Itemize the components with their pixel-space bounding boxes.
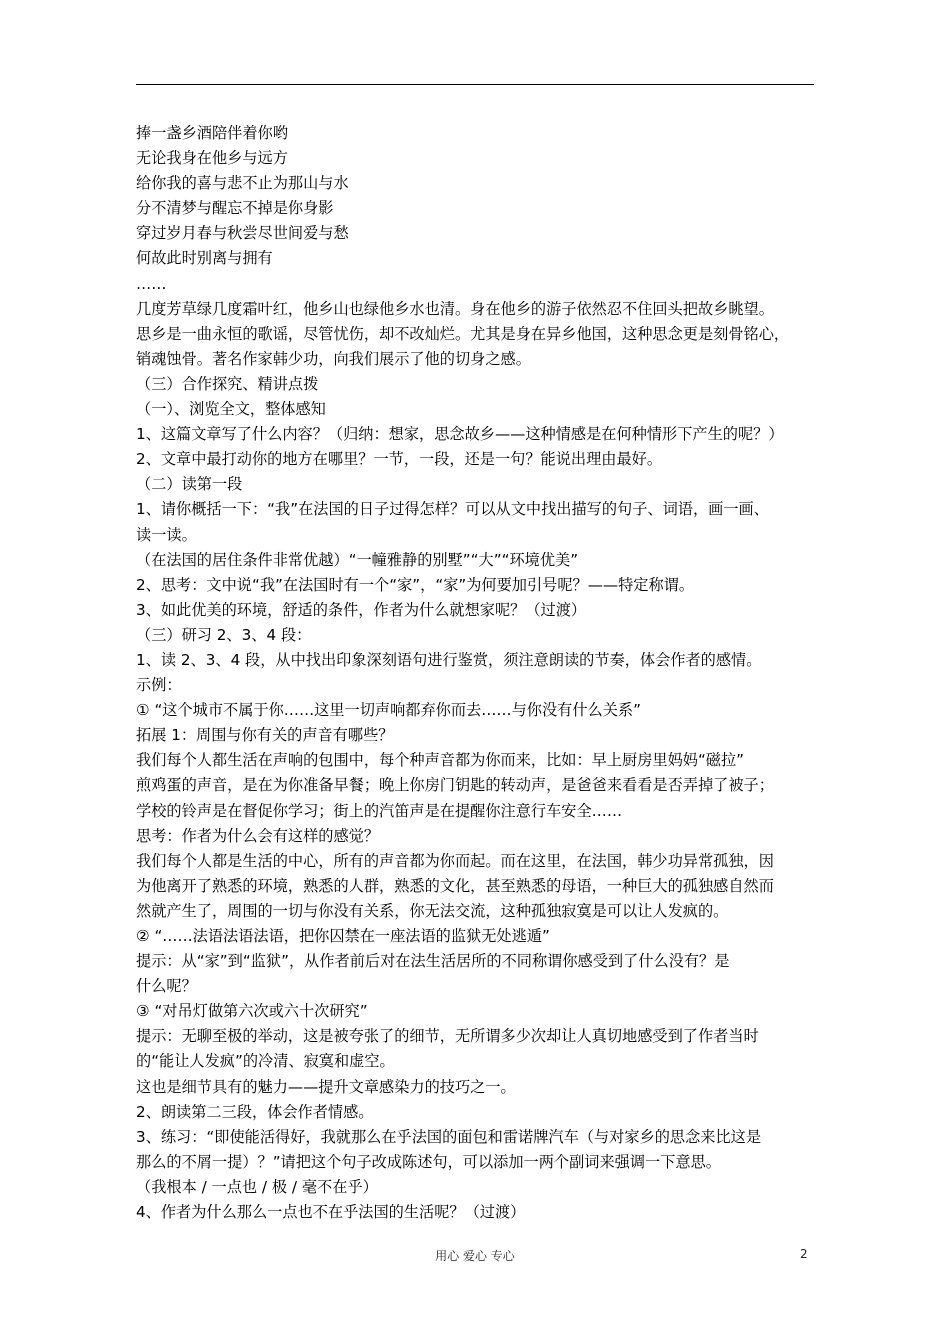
text-line: 读一读。	[136, 525, 197, 544]
text-line: 无论我身在他乡与远方	[136, 149, 288, 168]
text-line: 这也是细节具有的魅力——提升文章感染力的技巧之一。	[136, 1077, 516, 1096]
text-line: 1、读 2、3、4 段，从中找出印象深刻语句进行鉴赏，须注意朗读的节奏，体会作者的感情。	[136, 650, 762, 669]
text-line: 那么的不屑一提）？”请把这个句子改成陈述句，可以添加一两个副词来强调一下意思。	[136, 1152, 721, 1171]
document-body	[136, 121, 822, 1225]
text-line: 我们每个人都是生活的中心，所有的声音都为你而起。而在这里，在法国，韩少功异常孤独，因	[136, 851, 774, 870]
text-line: 给你我的喜与悲不止为那山与水	[136, 174, 349, 193]
text-line: （一）、浏览全文，整体感知	[136, 400, 326, 419]
text-line: 拓展 1：周围与你有关的声音有哪些？	[136, 726, 394, 745]
text-line: ② “……法语法语法语，把你囚禁在一座法语的监狱无处逃遁”	[136, 927, 550, 945]
text-line: 穿过岁月春与秋尝尽世间爱与愁	[136, 224, 349, 243]
text-line: 为他离开了熟悉的环境，熟悉的人群，熟悉的文化，甚至熟悉的母语，一种巨大的孤独感自然而	[136, 876, 774, 895]
text-line: 分不清梦与醒忘不掉是你身影	[136, 199, 334, 218]
text-line: （三）研习 2、3、4 段：	[136, 625, 312, 644]
text-line: 煎鸡蛋的声音，是在为你准备早餐；晚上你房门钥匙的转动声，是爸爸来看看是否弄掉了被子；	[136, 776, 774, 795]
text-line: 3、如此优美的环境，舒适的条件，作者为什么就想家呢？（过渡）	[136, 600, 587, 619]
header-rule	[136, 84, 814, 85]
text-line: （三）合作探究、精讲点拨	[136, 374, 319, 393]
text-line: ① “这个城市不属于你……这里一切声响都弃你而去……与你没有什么关系”	[136, 701, 641, 720]
text-line: 1、请你概括一下：“我”在法国的日子过得怎样？可以从文中找出描写的句子、词语，画一画、	[136, 500, 769, 519]
text-line: 何故此时别离与拥有	[136, 249, 273, 268]
text-line: 2、思考：文中说“我”在法国时有一个“家”，“家”为何要加引号呢？——特定称谓。	[136, 575, 695, 594]
text-line: 2、文章中最打动你的地方在哪里？一节，一段，还是一句？能说出理由最好。	[136, 450, 663, 469]
text-line: 销魂蚀骨。著名作家韩少功，向我们展示了他的切身之感。	[136, 349, 531, 368]
text-line: ③ “对吊灯做第六次或六十次研究”	[136, 1002, 368, 1021]
text-line: ……	[136, 274, 167, 293]
text-line: 提示：无聊至极的举动，这是被夸张了的细节，无所谓多少次却让人真切地感受到了作者当时	[136, 1027, 759, 1046]
page-number: 2	[800, 1247, 808, 1261]
text-line: 4、作者为什么那么一点也不在乎法国的生活呢？（过渡）	[136, 1203, 526, 1222]
text-line: 2、朗读第二三段，体会作者情感。	[136, 1102, 374, 1121]
text-line: 然就产生了，周围的一切与你没有关系，你无法交流，这种孤独寂寞是可以让人发疯的。	[136, 901, 729, 920]
text-line: 几度芳草绿几度霜叶红，他乡山也绿他乡水也清。身在他乡的游子依然忍不住回头把故乡眺望。	[136, 299, 774, 318]
text-line: 提示：从“家”到“监狱”，从作者前后对在法生活居所的不同称谓你感受到了什么没有？是	[136, 952, 730, 971]
text-line: 什么呢？	[136, 977, 197, 996]
text-line: （我根本 / 一点也 / 极 / 毫不在乎）	[136, 1177, 378, 1196]
text-line: 的“能让人发疯”的冷清、寂寞和虚空。	[136, 1052, 395, 1071]
text-line: 思乡是一曲永恒的歌谣，尽管忧伤，却不改灿烂。尤其是身在异乡他国，这种思念更是刻骨铭心，	[136, 324, 790, 343]
text-line: （在法国的居住条件非常优越）“一幢雅静的别墅”“大”“环境优美”	[136, 550, 579, 569]
text-line: 捧一盏乡酒陪伴着你哟	[136, 124, 288, 142]
text-line: 学校的铃声是在督促你学习；街上的汽笛声是在提醒你注意行车安全……	[136, 801, 622, 820]
text-line: 3、练习：“即使能活得好，我就那么在乎法国的面包和雷诺牌汽车（与对家乡的思念来比这是	[136, 1127, 762, 1146]
text-line: 示例：	[136, 676, 182, 695]
text-line: 1、这篇文章写了什么内容？（归纳：想家，思念故乡——这种情感是在何种情形下产生的呢？）	[136, 425, 784, 444]
footer-motto: 用心 爱心 专心	[435, 1249, 515, 1263]
text-line: 我们每个人都生活在声响的包围中，每个种声音都为你而来，比如：早上厨房里妈妈“磁拉”	[136, 751, 745, 770]
text-line: 思考：作者为什么会有这样的感觉？	[136, 826, 379, 845]
text-line: （二）读第一段	[136, 475, 243, 494]
